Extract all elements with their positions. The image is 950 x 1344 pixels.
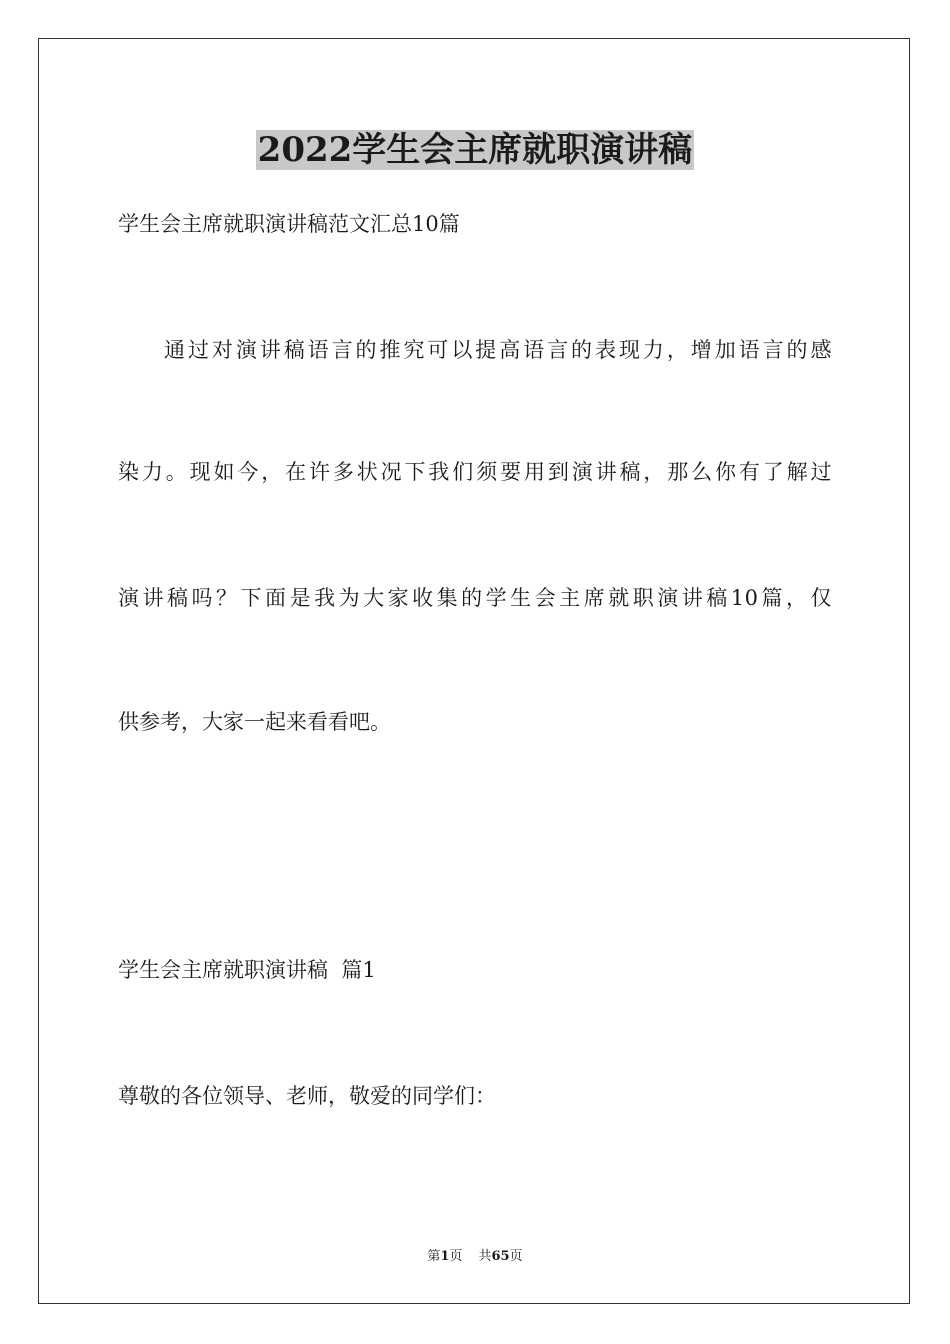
intro-paragraph-line-2: 染力。现如今，在许多状况下我们须要用到演讲稿，那么你有了解过 (118, 460, 832, 484)
intro-paragraph-line-1: 通过对演讲稿语言的推究可以提高语言的表现力，增加语言的感 (164, 338, 832, 362)
footer-page-number: 1 (440, 1249, 450, 1264)
intro-paragraph-line-3: 演讲稿吗？下面是我为大家收集的学生会主席就职演讲稿10篇，仅 (118, 586, 832, 610)
footer-total-prefix: 共 (478, 1249, 492, 1264)
footer-total-pages: 65 (491, 1249, 510, 1264)
footer-total-suffix: 页 (509, 1249, 523, 1264)
page-footer (0, 1248, 950, 1266)
document-subtitle: 学生会主席就职演讲稿范文汇总10篇 (118, 212, 460, 236)
salutation: 尊敬的各位领导、老师，敬爱的同学们： (118, 1084, 496, 1108)
footer-page-suffix: 页 (449, 1249, 463, 1264)
document-title-text: 2022学生会主席就职演讲稿 (257, 130, 693, 170)
section-heading: 学生会主席就职演讲稿 篇1 (118, 958, 376, 982)
intro-paragraph-line-4: 供参考，大家一起来看看吧。 (118, 710, 391, 734)
document-title (0, 128, 950, 172)
footer-page-prefix: 第 (427, 1249, 441, 1264)
